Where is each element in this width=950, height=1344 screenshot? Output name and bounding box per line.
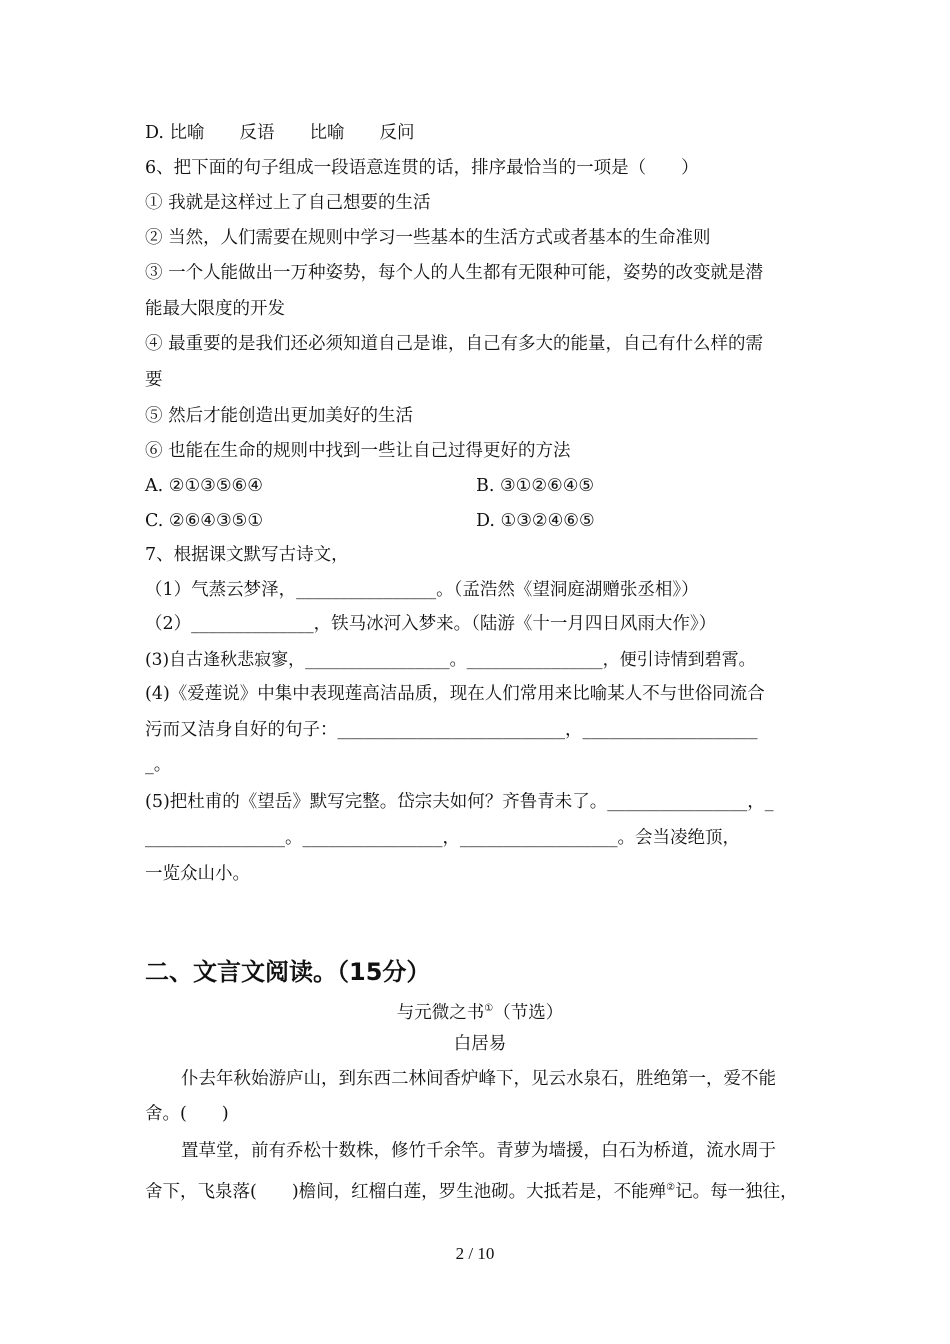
text-title: [145, 997, 815, 1025]
q6-option-c: C. ②⑥④③⑤①: [145, 511, 264, 531]
q6-sentence-6: ⑥ 也能在生命的规则中找到一些让自己过得更好的方法: [145, 441, 571, 461]
q6-sentence-2: ② 当然，人们需要在规则中学习一些基本的生活方式或者基本的生命准则: [145, 228, 711, 248]
q6-option-d: D. ①③②④⑥⑤: [476, 511, 595, 531]
q6-option-a: A. ②①③⑤⑥④: [145, 476, 263, 496]
page-number: 2 / 10: [455, 1244, 495, 1263]
q7-stem: 7、根据课文默写古诗文，: [145, 545, 349, 565]
footnote-mark-1: ①: [484, 1003, 494, 1014]
paragraph-2a: 置草堂，前有乔松十数株，修竹千余竿。青萝为墙援，白石为桥道，流水周于: [181, 1141, 776, 1161]
q7-item-5a: (5)把杜甫的《望岳》默写完整。岱宗夫如何？齐鲁青未了。________________，_: [145, 792, 774, 812]
q7-item-4a: (4)《爱莲说》中集中表现莲高洁品质，现在人们常用来比喻某人不与世俗同流合: [145, 684, 765, 704]
q7-item-4c: _。: [145, 755, 172, 775]
q7-item-3: (3)自古逢秋悲寂寥，_________________。________________，便引诗情到碧霄。: [145, 650, 756, 670]
q6-sentence-3b: 能最大限度的开发: [145, 299, 285, 319]
paragraph-2b: [145, 1176, 815, 1204]
q5-option-d: D. 比喻 反语 比喻 反问: [145, 123, 415, 143]
q7-item-5c: 一览众山小。: [145, 864, 250, 884]
text-title-main: 与元微之书: [396, 1002, 485, 1023]
q6-sentence-1: ① 我就是这样过上了自己想要的生活: [145, 193, 431, 213]
paragraph-2b-part2: 记。每一独往，: [675, 1181, 798, 1202]
q6-stem: 6、把下面的句子组成一段语意连贯的话，排序最恰当的一项是（ ）: [145, 158, 699, 178]
q7-item-5b: ________________。________________，__________________。会当凌绝顶，: [145, 828, 740, 848]
text-author: 白居易: [453, 1034, 507, 1054]
paragraph-1a: 仆去年秋始游庐山，到东西二林间香炉峰下，见云水泉石，胜绝第一，爱不能: [181, 1069, 776, 1089]
paragraph-2b-part1: 舍下，飞泉落( )檐间，红榴白莲，罗生池砌。大抵若是，不能殚: [145, 1181, 667, 1202]
q6-sentence-3a: ③ 一个人能做出一万种姿势，每个人的人生都有无限种可能，姿势的改变就是潜: [145, 263, 764, 283]
q6-sentence-5: ⑤ 然后才能创造出更加美好的生活: [145, 406, 414, 426]
q6-option-b: B. ③①②⑥④⑤: [476, 476, 595, 496]
text-title-suffix: （节选）: [493, 1002, 564, 1023]
q6-sentence-4a: ④ 最重要的是我们还必须知道自己是谁，自己有多大的能量，自己有什么样的需: [145, 334, 764, 354]
q7-item-1: （1）气蒸云梦泽，________________。（孟浩然《望洞庭湖赠张丞相》）: [145, 580, 699, 600]
q7-item-2: （2）______________，铁马冰河入梦来。（陆游《十一月四日风雨大作》）: [145, 614, 717, 634]
footnote-mark-2: ②: [666, 1182, 676, 1193]
section-title: 二、文言文阅读。（15分）: [145, 958, 431, 986]
q6-sentence-4b: 要: [145, 370, 163, 390]
q7-item-4b: 污而又洁身自好的句子：__________________________，____________________: [145, 720, 758, 740]
paragraph-1b: 舍。( ): [145, 1104, 229, 1124]
